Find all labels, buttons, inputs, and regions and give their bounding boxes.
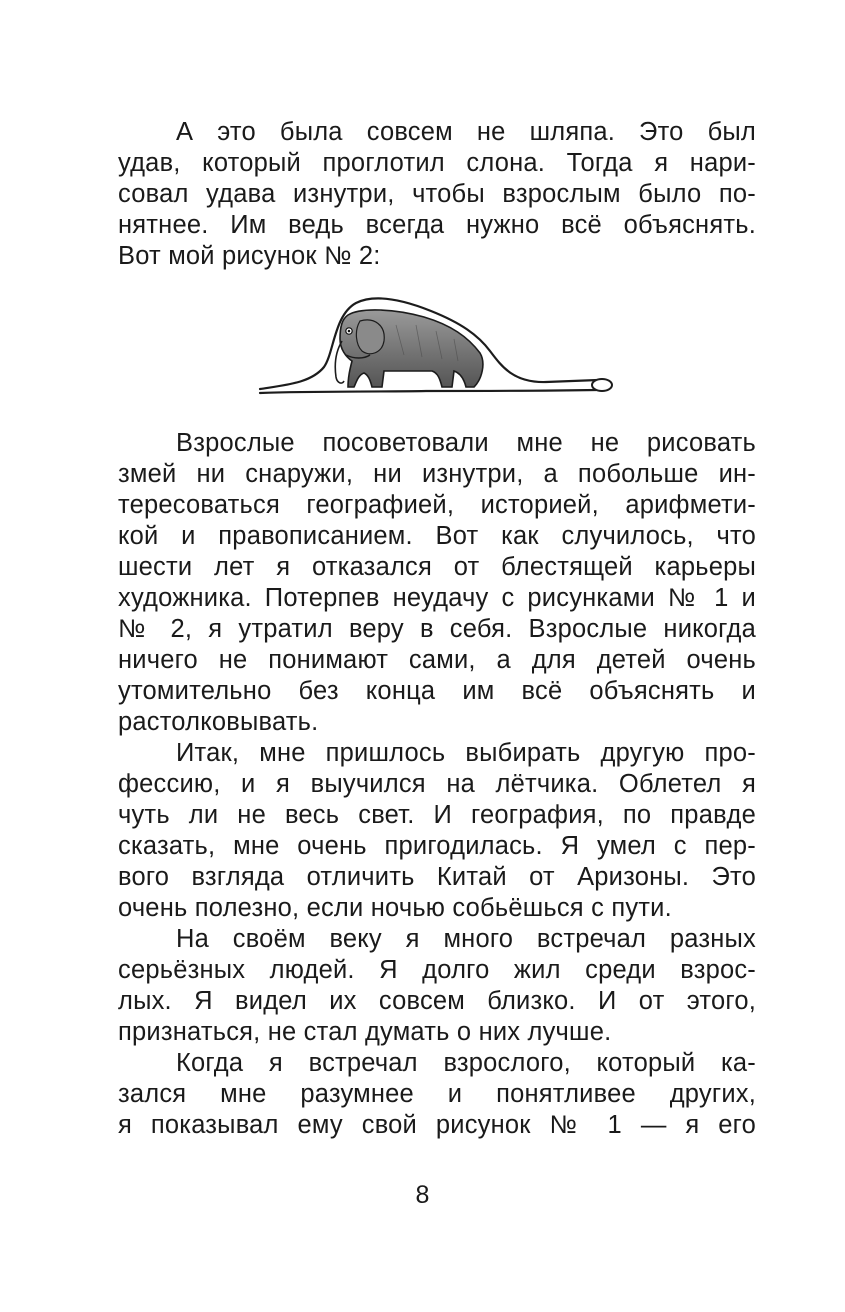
text-line: фессию, и я выучился на лётчика. Облетел я: [118, 770, 756, 798]
text-line: растолковывать.: [118, 708, 319, 736]
page-number: 8: [415, 1181, 430, 1209]
text-line: На своём веку я много встречал разных: [176, 925, 756, 953]
text-line: утомительно без конца им всё объяснять и: [118, 677, 756, 705]
text-line: ничего не понимают сами, а для детей очень: [118, 646, 756, 674]
text-line: вого взгляда отличить Китай от Аризоны. Это: [118, 863, 756, 891]
text-line: художника. Потерпев неудачу с рисунками № 1 и: [118, 584, 756, 612]
text-line: зался мне разумнее и понятливее других,: [118, 1080, 756, 1108]
text-line: чуть ли не весь свет. И география, по правде: [118, 801, 756, 829]
text-line: удав, который проглотил слона. Тогда я нари-: [118, 149, 756, 177]
text-line: тересоваться географией, историей, арифмети-: [118, 491, 756, 519]
text-line: сказать, мне очень пригодилась. Я умел с пер-: [118, 832, 756, 860]
text-line: лых. Я видел их совсем близко. И от этого,: [118, 987, 756, 1015]
text-line: Когда я встречал взрослого, который ка-: [176, 1049, 756, 1077]
boa-with-elephant-drawing-icon: [256, 295, 616, 410]
text-line: нятнее. Им ведь всегда нужно всё объяснять.: [118, 211, 756, 239]
text-line: змей ни снаружи, ни изнутри, а побольше ин-: [118, 460, 756, 488]
text-line: признаться, не стал думать о них лучше.: [118, 1018, 612, 1046]
text-line: Итак, мне пришлось выбирать другую про-: [176, 739, 756, 767]
text-line: совал удава изнутри, чтобы взрослым было по-: [118, 180, 756, 208]
text-line: Вот мой рисунок № 2:: [118, 242, 381, 270]
text-line: шести лет я отказался от блестящей карьеры: [118, 553, 756, 581]
text-line: я показывал ему свой рисунок № 1 — я его: [118, 1111, 756, 1139]
text-line: очень полезно, если ночью собьёшься с пути.: [118, 894, 672, 922]
text-line: Взрослые посоветовали мне не рисовать: [176, 429, 756, 457]
text-line: № 2, я утратил веру в себя. Взрослые никогда: [118, 615, 756, 643]
text-line: кой и правописанием. Вот как случилось, что: [118, 522, 756, 550]
text-line: серьёзных людей. Я долго жил среди взрос-: [118, 956, 756, 984]
text-line: А это была совсем не шляпа. Это был: [176, 118, 756, 146]
